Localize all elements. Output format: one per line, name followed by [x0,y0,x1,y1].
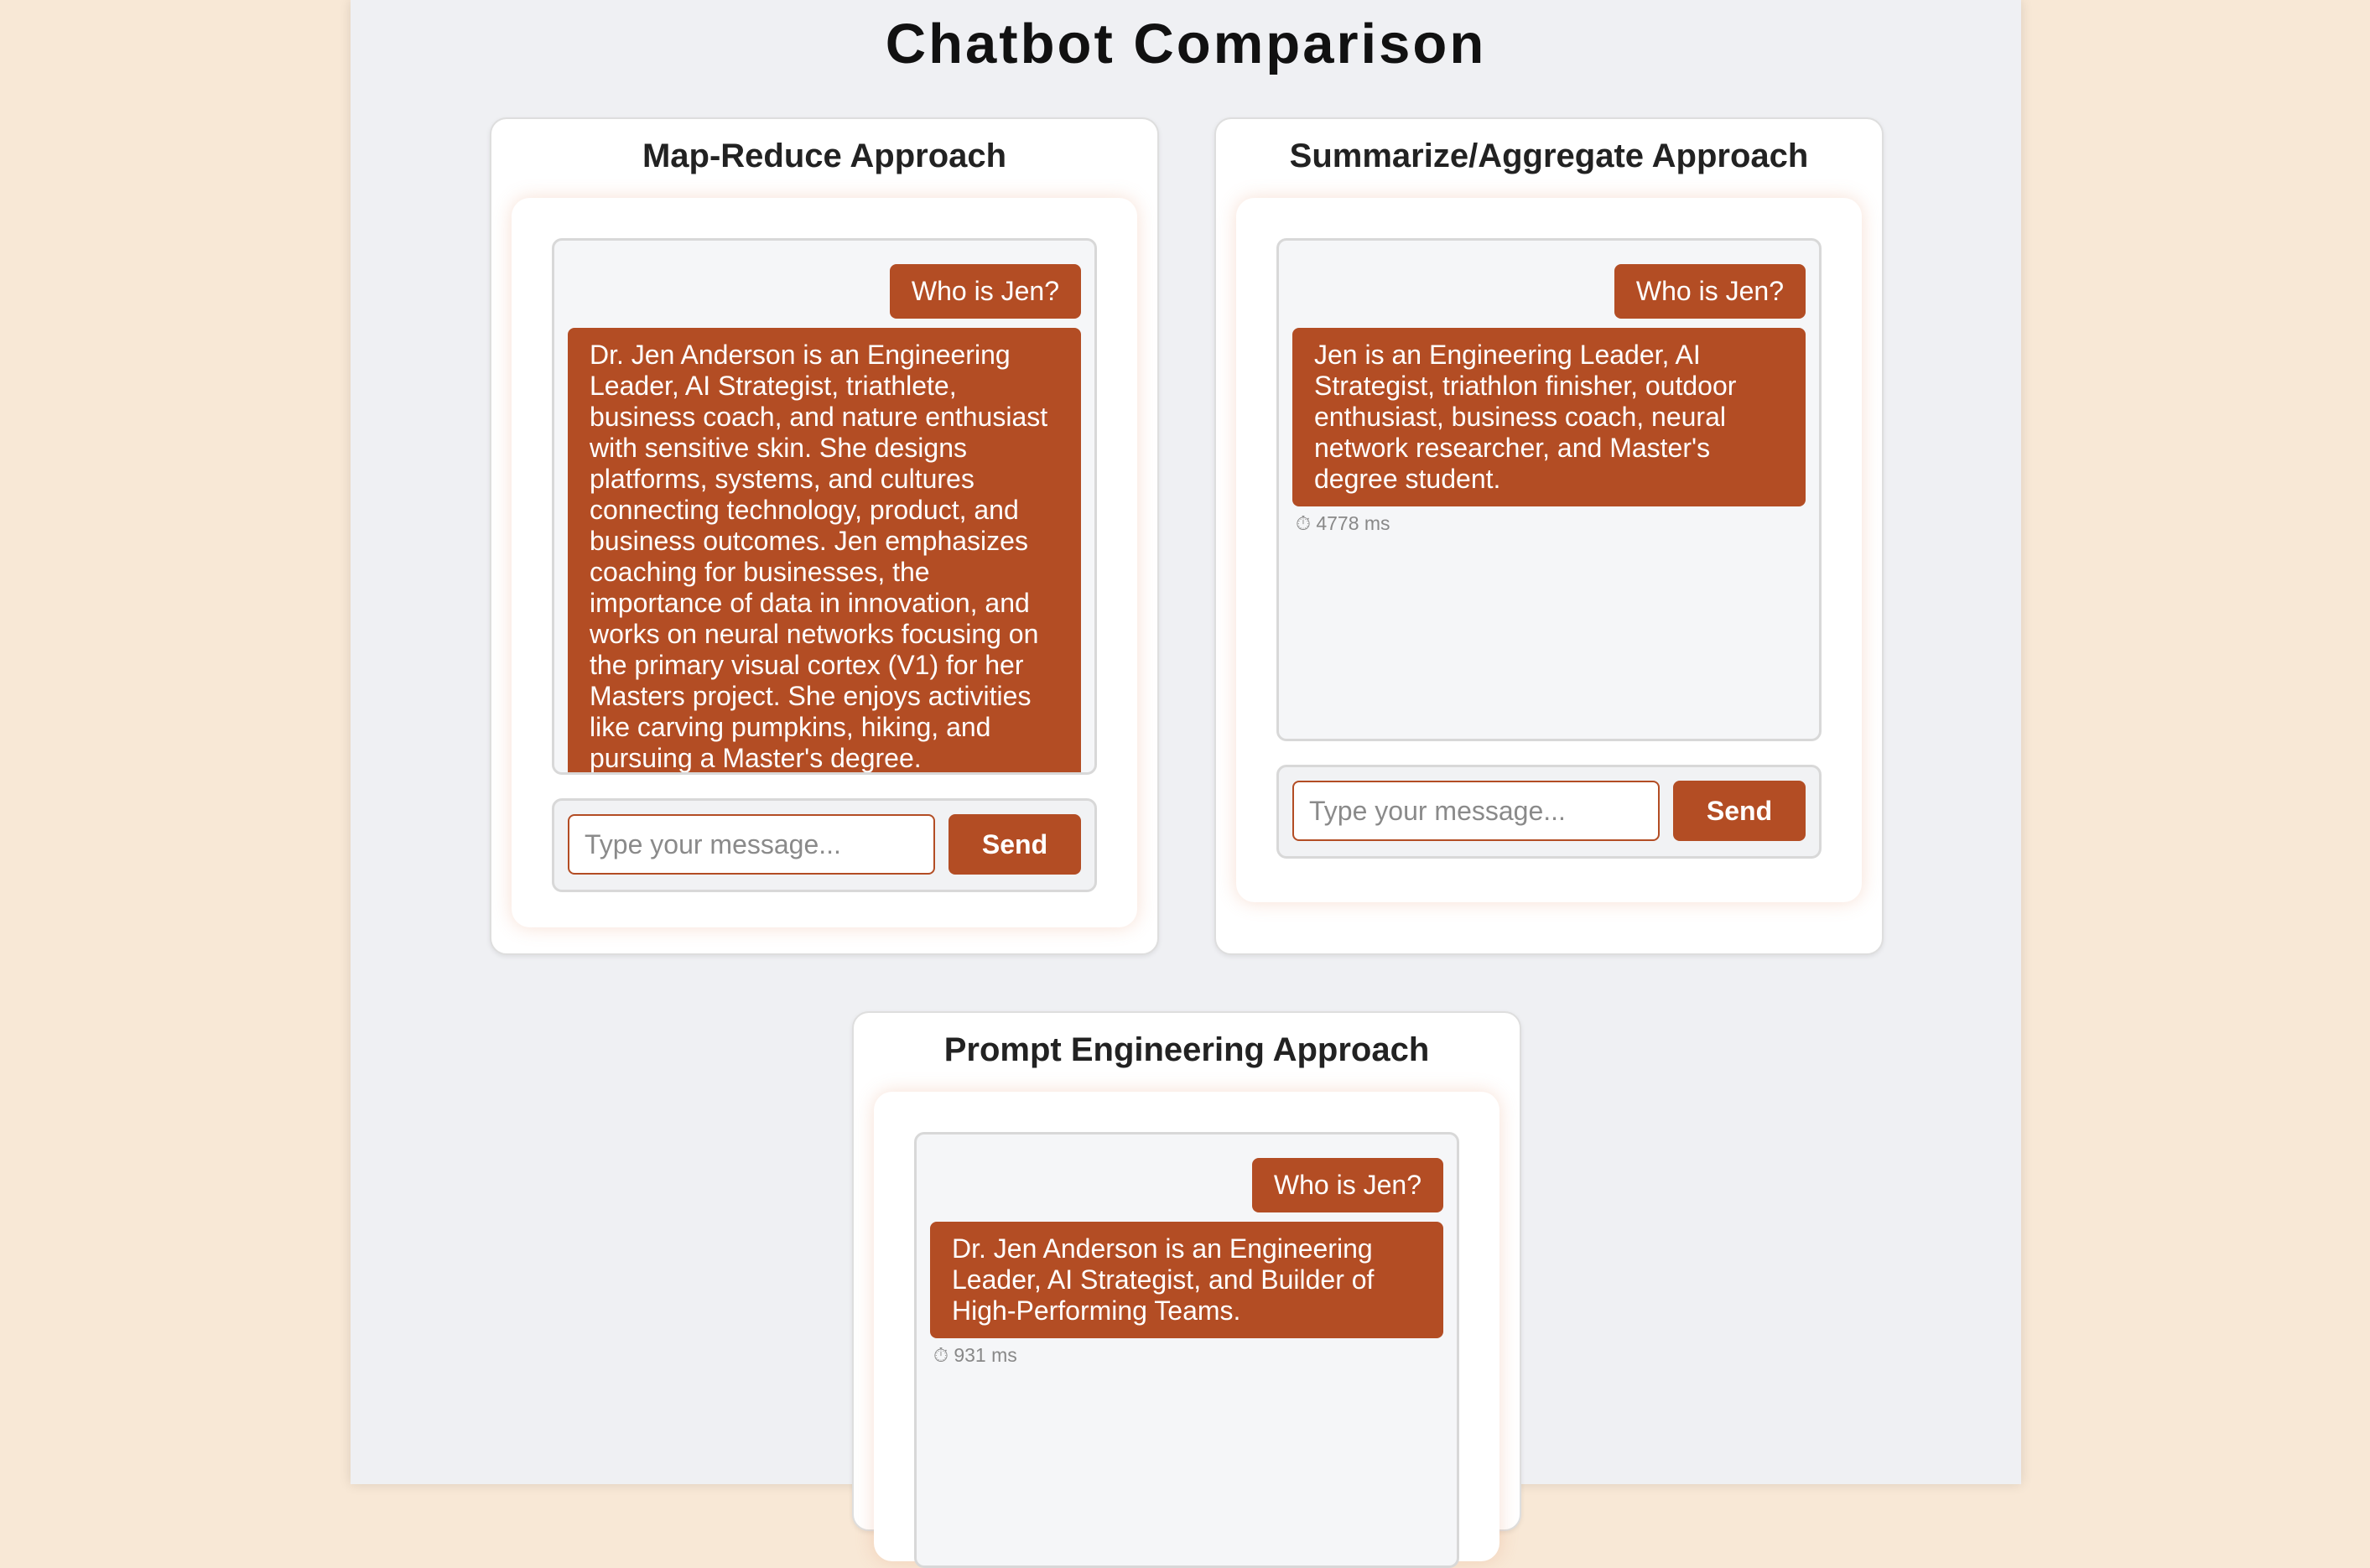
summarize-aggregate-panel [1214,117,1884,955]
page-container [351,0,2021,1484]
panel-title: Summarize/Aggregate Approach [1289,138,1809,174]
panel-title: Map-Reduce Approach [642,138,1007,174]
input-bar [1276,765,1822,859]
chat-container [874,1092,1499,1561]
user-message: Who is Jen? [890,264,1081,319]
message-list[interactable] [552,238,1097,775]
message-input[interactable] [1292,781,1660,841]
send-button[interactable]: Send [1673,781,1806,841]
chat-container [512,198,1137,927]
message-list[interactable] [914,1132,1459,1568]
bot-message: Dr. Jen Anderson is an Engineering Leader, AI Strategist, triathlete, business coach, and nature enthusiast with sensitive skin. She designs platforms, systems, and cultures connecting technology, product, and business outcomes. Jen emphasizes coaching for businesses, the importance of data in innovation, and works on neural networks focusing on the primary visual cortex (V1) for her Masters project. She enjoys activities like carving pumpkins, hiking, and pursuing a Master's degree. [568,328,1081,775]
panel-title: Prompt Engineering Approach [943,1031,1430,1068]
message-list[interactable] [1276,238,1822,741]
bot-message: Dr. Jen Anderson is an Engineering Leader, AI Strategist, and Builder of High-Performing Teams. [930,1222,1443,1338]
user-message: Who is Jen? [1252,1158,1443,1212]
page-title: Chatbot Comparison [885,13,1487,75]
map-reduce-panel [490,117,1159,955]
user-message: Who is Jen? [1614,264,1806,319]
send-button[interactable]: Send [949,814,1081,875]
response-time: ⏱ 4778 ms [1296,512,1390,534]
chat-container [1236,198,1862,902]
bot-message: Jen is an Engineering Leader, AI Strategist, triathlon finisher, outdoor enthusiast, business coach, neural network researcher, and Master's degree student. [1292,328,1806,506]
input-bar [552,798,1097,892]
message-input[interactable] [568,814,935,875]
response-time: ⏱ 931 ms [933,1344,1017,1366]
prompt-engineering-panel [852,1011,1521,1531]
